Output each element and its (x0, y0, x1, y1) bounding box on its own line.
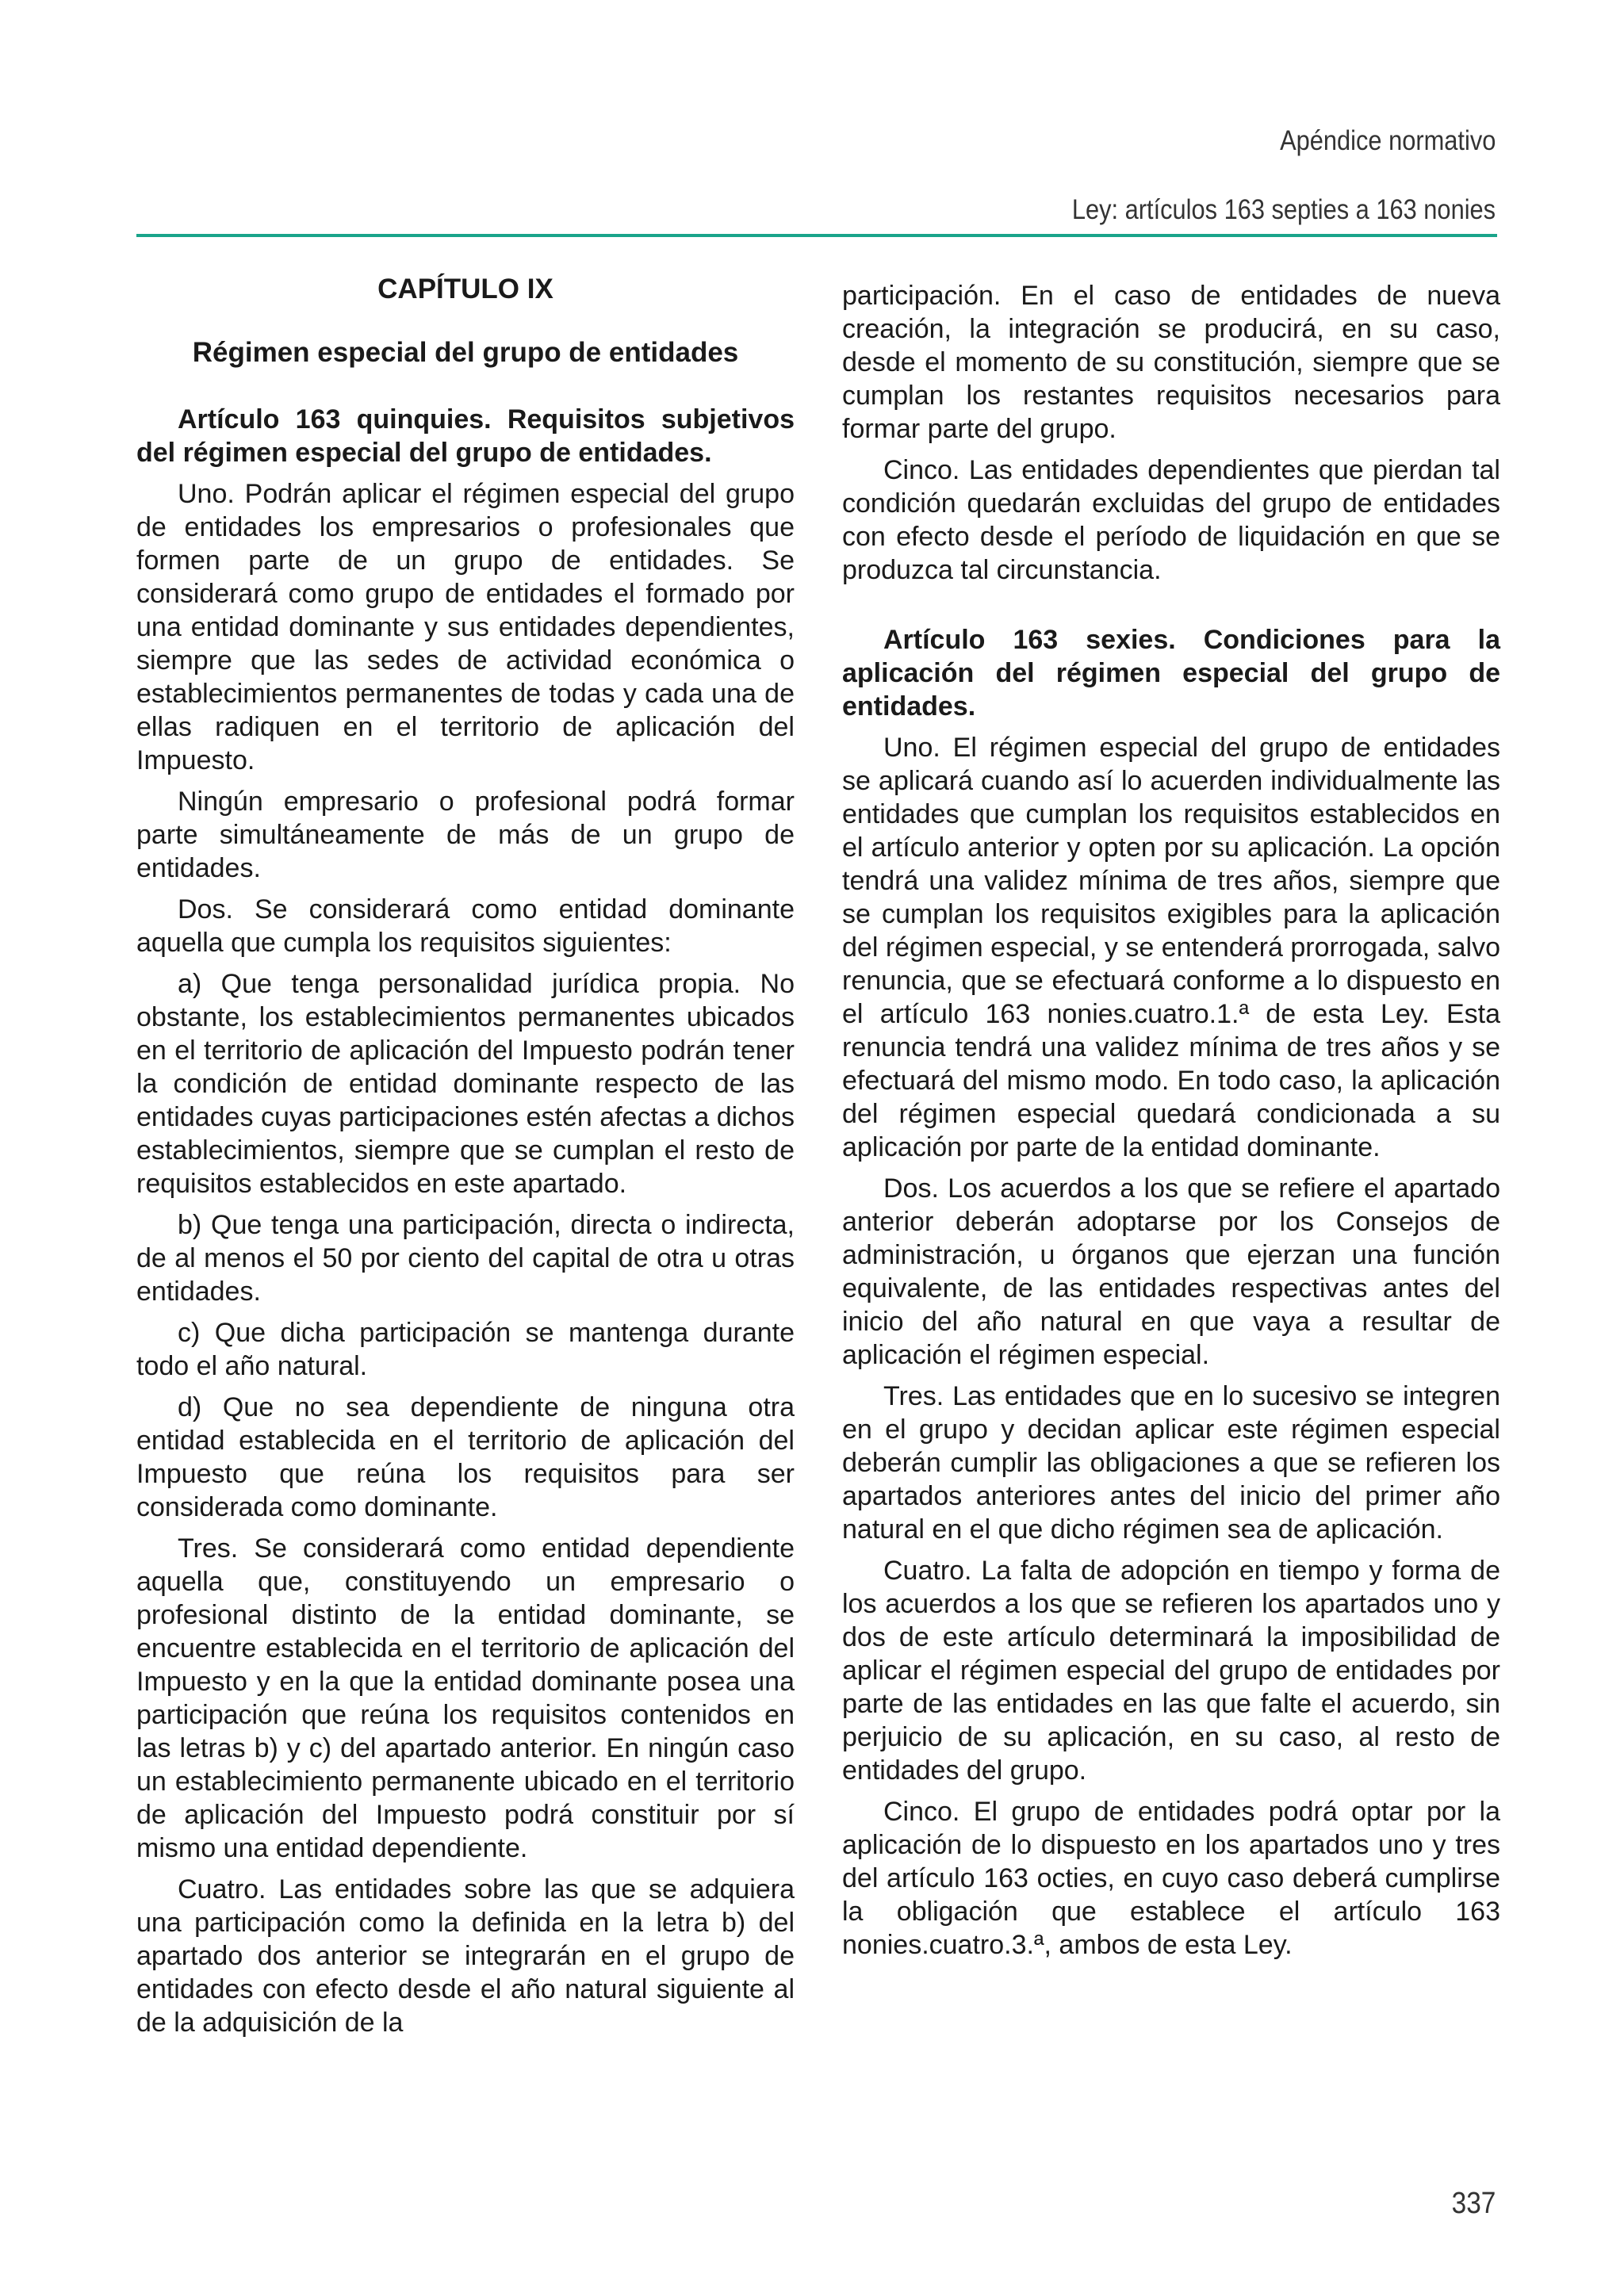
paragraph: Tres. Las entidades que en lo sucesivo se integren en el grupo y decidan aplicar este régimen especial deberán cumplir las obligaciones a que se refieren los apartados anteriores antes del inicio del primer año natural en el que dicho régimen sea de aplicación. (842, 1381, 1500, 1545)
page-number: 337 (1451, 2187, 1496, 2220)
running-header-subtitle: Ley: artículos 163 septies a 163 nonies (1071, 194, 1496, 225)
right-column (842, 279, 1500, 1970)
paragraph: d) Que no sea dependiente de ninguna otra entidad establecida en el territorio de aplicación del Impuesto que reúna los requisitos para ser considerada como dominante. (136, 1392, 795, 1522)
paragraph: Uno. El régimen especial del grupo de entidades se aplicará cuando así lo acuerden individualmente las entidades que cumplan los requisitos establecidos en el artículo anterior y opten por su aplicación. La opción tendrá una validez mínima de tres años, siempre que se cumplan los requisitos exigibles para la aplicación del régimen especial, y se entenderá prorrogada, salvo renuncia, que se efectuará conforme a lo dispuesto en el artículo 163 nonies.cuatro.1.ª de esta Ley. Esta renuncia tendrá una validez mínima de tres años y se efectuará del mismo modo. En todo caso, la aplicación del régimen especial quedará condicionada a su aplicación por parte de la entidad dominante. (842, 733, 1500, 1162)
spacer (842, 595, 1500, 623)
paragraph: Cuatro. La falta de adopción en tiempo y forma de los acuerdos a los que se refieren los apartados uno y dos de este artículo determinará la imposibilidad de aplicar el régimen especial del grupo de entidades por parte de las entidades en las que falte el acuerdo, sin perjuicio de su aplicación, en su caso, al resto de entidades del grupo. (842, 1556, 1500, 1786)
paragraph: a) Que tenga personalidad jurídica propia. No obstante, los establecimientos permanentes ubicados en el territorio de aplicación del Impuesto podrán tener la condición de entidad dominante respecto de las entidades cuyas participaciones estén afectas a dichos establecimientos, siempre que se cumplan el resto de requisitos establecidos en este apartado. (136, 969, 795, 1199)
paragraph: c) Que dicha participación se mantenga durante todo el año natural. (136, 1318, 795, 1381)
paragraph-continuation: participación. En el caso de entidades de nueva creación, la integración se producirá, en su caso, desde el momento de su constitución, siempre que se cumplan los restantes requisitos necesarios para formar parte del grupo. (842, 281, 1500, 444)
paragraph: Uno. Podrán aplicar el régimen especial del grupo de entidades los empresarios o profesionales que formen parte de un grupo de entidades. Se considerará como grupo de entidades el formado por una entidad dominante y sus entidades dependientes, siempre que las sedes de actividad económica o establecimientos permanentes de todas y cada una de ellas radiquen en el territorio de aplicación del Impuesto. (136, 479, 795, 775)
paragraph: Ningún empresario o profesional podrá formar parte simultáneamente de más de un grupo de entidades. (136, 787, 795, 883)
left-column (136, 270, 795, 2047)
paragraph: Tres. Se considerará como entidad dependiente aquella que, constituyendo un empresario o profesional distinto de la entidad dominante, se encuentre establecida en el territorio de aplicación del Impuesto y en la que la entidad dominante posea una participación que reúna los requisitos contenidos en las letras b) y c) del apartado anterior. En ningún caso un establecimiento permanente ubicado en el territorio de aplicación del Impuesto podrá constituir por sí mismo una entidad dependiente. (136, 1533, 795, 1863)
paragraph: Dos. Los acuerdos a los que se refiere el apartado anterior deberán adoptarse por los Consejos de administración, u órganos que ejerzan una función equivalente, de las entidades respectivas antes del inicio del año natural en que vaya a resultar de aplicación el régimen especial. (842, 1173, 1500, 1370)
paragraph: b) Que tenga una participación, directa o indirecta, de al menos el 50 por ciento del capital de otra u otras entidades. (136, 1210, 795, 1307)
chapter-title: Régimen especial del grupo de entidades (192, 337, 739, 368)
paragraph: Cinco. El grupo de entidades podrá optar por la aplicación de lo dispuesto en los apartados uno y tres del artículo 163 octies, en cuyo caso deberá cumplirse la obligación que establece el artículo 163 nonies.cuatro.3.ª, ambos de esta Ley. (842, 1797, 1500, 1960)
article-title: Artículo 163 quinquies. Requisitos subjetivos del régimen especial del grupo de entidades. (136, 404, 795, 468)
paragraph: Dos. Se considerará como entidad dominante aquella que cumpla los requisitos siguientes: (136, 894, 795, 958)
paragraph: Cuatro. Las entidades sobre las que se adquiera una participación como la definida en la letra b) del apartado dos anterior se integrarán en el grupo de entidades con efecto desde el año natural siguiente al de la adquisición de la (136, 1874, 795, 2038)
chapter-number: CAPÍTULO IX (377, 274, 553, 304)
article-title: Artículo 163 sexies. Condiciones para la aplicación del régimen especial del grupo de entidades. (842, 625, 1500, 722)
header-rule (136, 234, 1497, 237)
paragraph: Cinco. Las entidades dependientes que pierdan tal condición quedarán excluidas del grupo de entidades con efecto desde el período de liquidación en que se produzca tal circunstancia. (842, 455, 1500, 585)
running-header-section: Apéndice normativo (1279, 125, 1496, 156)
